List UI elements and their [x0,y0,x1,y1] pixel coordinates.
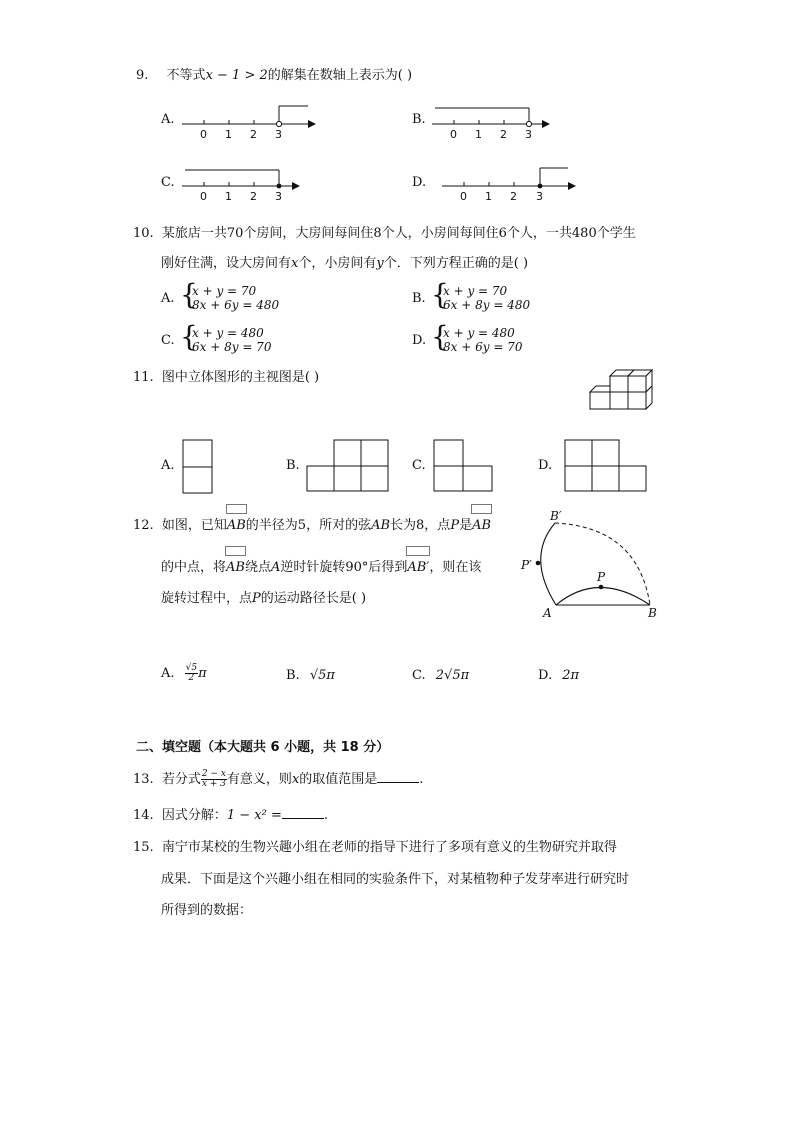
q15-stem-line3: 所得到的数据： [161,903,253,918]
section-heading: 二、填空题（本大题共 6 小题，共 18 分） [136,740,390,755]
option-label: A. [161,291,175,306]
answer-blank[interactable] [377,770,419,783]
q12-stem-line2 [161,548,481,582]
q10-stem-line1 [133,220,636,248]
fraction-numerator: √5 [185,663,198,673]
option-label: C. [412,458,426,473]
var-x: x [291,772,300,787]
q10-line2-pre: 刚好住满，设大房间有 [161,256,292,271]
arc-symbol: AB [226,548,245,582]
option-label: C. [161,333,175,348]
equation: 8x + 6y = 480 [192,298,280,312]
q10-option-b[interactable] [412,291,426,306]
q11-option-a[interactable] [161,458,175,473]
question-number: 14. [133,808,154,823]
option-label: B. [412,112,426,127]
q9-numberline-a [180,100,320,146]
question-number: 12. [133,518,154,533]
tick-label: 0 [460,190,467,203]
option-label: A. [161,666,175,681]
q11-stem [133,364,319,392]
option-label: B. [286,458,300,473]
equation: 6x + 8y = 480 [443,298,531,312]
tick-label: 3 [525,128,532,141]
tick-label: 0 [200,190,207,203]
tick-label: 3 [275,190,282,203]
equation: 8x + 6y = 70 [443,340,523,354]
q14-stem [133,802,328,830]
q10-option-d[interactable] [412,333,426,348]
q11-solid-figure [586,368,658,412]
q11-option-d[interactable] [538,458,552,473]
q12-option-b[interactable] [286,668,335,683]
q10-system-c [180,320,290,355]
tick-label: 2 [500,128,507,141]
q11-option-b[interactable] [286,458,300,473]
label-b-prime: B′ [550,509,562,523]
q12-option-d[interactable] [538,668,579,683]
option-label: B. [286,668,300,683]
q12-line1-pre: 如图，已知 [161,518,227,533]
var-x: x [291,256,299,271]
option-label: D. [538,668,553,683]
option-value: 2√5π [435,668,470,683]
point-p: P [252,591,261,606]
option-label: D. [412,333,427,348]
q10-system-d [431,320,541,355]
tick-label: 1 [485,190,492,203]
tick-label: 2 [510,190,517,203]
equation: x + y = 480 [192,326,264,340]
var-y: y [376,256,384,271]
fraction-denominator: 2 [188,673,195,683]
option-value: √5π [309,668,335,683]
label-a: A [543,606,552,620]
q15-stem-line2: 成果．下面是这个兴趣小组在相同的实验条件下，对某植物种子发芽率进行研究时 [161,872,630,887]
q12-stem-line1 [133,506,491,540]
q14-end: . [323,808,328,823]
q9-option-a[interactable] [161,112,175,127]
q15-stem-line1 [133,834,617,862]
q10-system-b [431,278,541,313]
tick-label: 1 [225,190,232,203]
tick-label: 1 [475,128,482,141]
q11-option-c[interactable] [412,458,426,473]
q13-text-mid: 有意义，则 [226,772,292,787]
label-b: B [648,606,657,620]
q11-view-b [306,438,394,496]
q12-option-a[interactable] [161,664,207,683]
q10-line2-mid: 个，小房间有 [298,256,377,271]
fraction [185,664,198,683]
fraction-numerator: 2 − x [201,769,226,779]
chord-ab: AB [371,518,391,533]
q9-text-post: 的解集在数轴上表示为( ) [267,68,413,83]
q10-line2-post: 个．下列方程正确的是( ) [383,256,529,271]
question-number: 13. [133,772,154,787]
option-value: 2π [562,668,580,683]
answer-blank[interactable] [282,806,324,819]
label-p: P [597,570,606,584]
fraction [201,770,227,789]
q12-line1-mid2: 长为8，点 [390,518,451,533]
q12-line2-mid: 绕点 [244,560,271,575]
q14-text-pre: 因式分解： [161,808,227,823]
q13-end: . [419,772,424,787]
q9-expr: x − 1 > 2 [205,68,268,83]
q12-line2-pre: 的中点，将 [161,560,227,575]
q12-line2-mid2: 逆时针旋转90°后得到 [280,560,408,575]
q10-line1: 某旅店一共70个房间，大房间每间住8个人，小房间每间住6个人，一共480个学生 [161,226,636,241]
option-label: C. [161,175,175,190]
q14-expr: 1 − x² = [226,808,282,823]
q13-stem [133,766,423,794]
q11-view-d [563,438,651,496]
fraction-denominator: x + 3 [201,779,226,789]
q10-system-a [180,278,290,313]
q9-text-pre: 不等式 [166,68,206,83]
point-a: A [270,560,281,575]
equation: 6x + 8y = 70 [192,340,272,354]
question-number: 11. [133,370,154,385]
q12-line1-post: 是 [459,518,473,533]
tick-label: 3 [536,190,543,203]
brace-symbol: { [180,278,198,311]
equation: x + y = 70 [443,284,508,298]
arc-symbol: AB [227,506,246,540]
q12-line3-post: 的运动路径长是( ) [260,591,367,606]
q9-option-d[interactable] [412,175,426,190]
q12-line2-post: ，则在该 [429,560,482,575]
arc-symbol-prime: AB′ [407,548,429,582]
option-label: D. [412,175,427,190]
option-label: D. [538,458,553,473]
question-number: 10. [133,226,154,241]
q9-numberline-d [440,162,580,208]
pi: π [198,666,207,681]
q11-view-a [182,438,216,496]
q15-line1: 南宁市某校的生物兴趣小组在老师的指导下进行了多项有意义的生物研究并取得 [161,840,617,855]
q11-view-c [433,438,497,496]
q12-line3-pre: 旋转过程中，点 [161,591,253,606]
option-label: A. [161,112,175,127]
option-label: C. [412,668,426,683]
q11-text: 图中立体图形的主视图是( ) [161,370,320,385]
q10-option-a[interactable] [161,291,175,306]
q10-option-c[interactable] [161,333,175,348]
q9-option-c[interactable] [161,175,175,190]
q13-text-pre: 若分式 [161,772,201,787]
tick-label: 0 [450,128,457,141]
brace-symbol: { [180,320,198,353]
equation: x + y = 70 [192,284,257,298]
q12-stem-line3 [161,585,366,613]
option-label: A. [161,458,175,473]
q9-numberline-b [430,100,570,146]
point-p: P [450,518,460,533]
brace-symbol: { [431,320,449,353]
arc-symbol: AB [472,506,491,540]
q9-stem [136,62,412,90]
tick-label: 0 [200,128,207,141]
brace-symbol: { [431,278,449,311]
tick-label: 2 [250,128,257,141]
q9-numberline-c [180,162,320,208]
option-label: B. [412,291,426,306]
q12-line1-mid: 的半径为5，所对的弦 [245,518,372,533]
q12-rotation-figure [518,505,668,623]
q12-option-c[interactable] [412,668,469,683]
question-number: 15. [133,840,154,855]
label-p-prime: P′ [521,558,532,572]
equation: x + y = 480 [443,326,515,340]
tick-label: 1 [225,128,232,141]
q10-stem-line2 [161,250,528,278]
question-number: 9. [136,68,149,83]
tick-label: 3 [275,128,282,141]
q9-option-b[interactable] [412,112,426,127]
tick-label: 2 [250,190,257,203]
q13-text-post: 的取值范围是 [299,772,378,787]
